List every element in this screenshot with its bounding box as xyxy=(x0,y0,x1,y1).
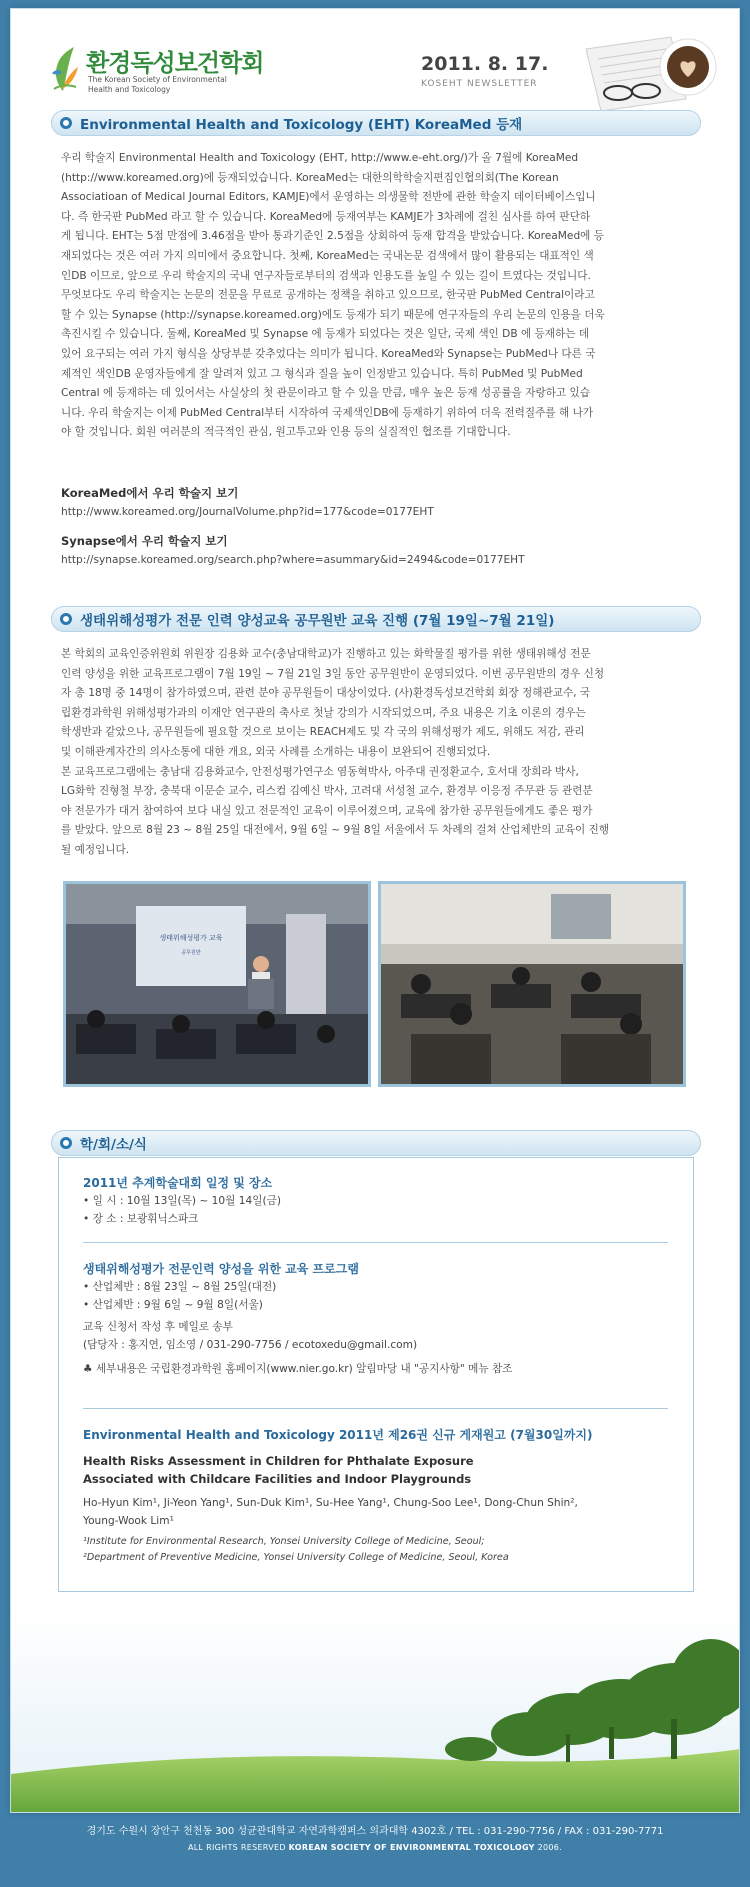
training-session-daejeon: • 산업체반 : 8월 23일 ~ 8월 25일(대전) xyxy=(83,1281,277,1293)
lecture-photo-image xyxy=(66,884,368,1084)
newsletter-header xyxy=(11,9,739,119)
copyright: ALL RIGHTS RESERVED KOREAN SOCIETY OF ENVIRONMENTAL TOXICOLOGY 2006. xyxy=(187,1843,563,1852)
section-society-news-header xyxy=(51,1130,701,1156)
section-eht-koreamed-header xyxy=(51,110,701,136)
society-address: 경기도 수원시 장안구 천천동 300 성균관대학교 자연과학캠퍼스 의과대학 4302호 / TEL : 031-290-7756 / FAX : 031-290-7771 xyxy=(86,1826,664,1837)
section-title: 생태위해성평가 전문 인력 양성교육 공무원반 교육 진행 (7월 19일~7월 21일) xyxy=(80,613,555,629)
section-bullet-icon xyxy=(60,117,72,129)
leaf-logo-icon xyxy=(46,43,80,93)
training-classroom-photo xyxy=(378,881,686,1087)
autumn-conference-heading: 2011년 추계학술대회 일정 및 장소 xyxy=(83,1176,273,1190)
new-papers-item xyxy=(83,1426,673,1566)
contact-info: (담당자 : 홍지연, 임소영 / 031-290-7756 / ecotoxedu@gmail.com) xyxy=(83,1339,418,1351)
slide-title: 생태위해성평가 교육 xyxy=(159,934,223,942)
new-papers-heading: Environmental Health and Toxicology 2011년 제26권 신규 게재원고 (7월30일까지) xyxy=(83,1428,593,1442)
newsletter-footer xyxy=(0,1823,750,1855)
koreamed-link-heading: KoreaMed에서 우리 학술지 보기 xyxy=(61,486,239,500)
paper-title[interactable]: Health Risks Assessment in Children for Phthalate Exposure Associated with Childcare Facilities and Indoor Playgrounds xyxy=(83,1454,474,1486)
autumn-conference-item xyxy=(83,1174,673,1228)
koreamed-link-block xyxy=(61,483,701,521)
training-lecture-photo xyxy=(63,881,371,1087)
section-eht-koreamed-body: 우리 학술지 Environmental Health and Toxicology (EHT, http://www.e-eht.org/)가 올 7월에 KoreaMed (http://www.koreamed.org)에 등재되었습니다. KoreaMed는 대한의학학술지편집인협의회(The Korean Associatioan of Medical Journal Editors, KAMJE)에서 운영하는 의생물학 전반에 관한 학술지 데이터베이스입니 다. 즉 한국판 PubMed 라고 할 수 있습니다. KoreaMed에 등재여부는 KAMJE가 3차례에 걸친 심사를 하여 판단하 게 됩니다. EHT는 5점 만점에 3.46점을 받아 통과기준인 2.5점을 상회하여 등재 합격을 받았습니다. KoreaMed에 등 재되었다는 것은 여러 가지 의미에서 중요합니다. 첫째, KoreaMed는 국내논문 검색에서 많이 활용되는 대표적인 색 인DB 이므로, 앞으로 우리 학술지의 국내 연구자들로부터의 검색과 인용도를 높일 수 있는 길이 트였다는 것입니다. 무엇보다도 우리 학술지는 논문의 전문을 무료로 공개하는 정책을 취하고 있으므로, 한국판 PubMed Central이라고 할 수 있는 Synapse (http://synapse.koreamed.org)에도 등재가 되기 때문에 연구자들의 우리 논문의 인용을 더욱 촉진시킬 수 있습니다. 둘째, KoreaMed 및 Synapse 에 등재가 되었다는 것은 일단, 국제 색인 DB 에 등재하는 데 있어 요구되는 여러 가지 형식을 상당부분 갖추었다는 의미가 됩니다. KoreaMed와 Synapse는 PubMed나 다른 국 제적인 색인DB 운영자들에게 잘 알려져 있고 그 형식과 질을 높이 인정받고 있습니다. 특히 PubMed 및 PubMed Central 에 등재하는 데 있어서는 사실상의 첫 관문이라고 할 수 있을 만큼, 매우 높은 등재 성공률을 자랑하고 있습 니다. 우리 학술지는 이제 PubMed Central부터 시작하여 국제색인DB에 등재하기 위하여 더욱 전력질주를 해 나가 야 할 것입니다. 회원 여러분의 적극적인 관심, 원고투고와 인용 등의 실질적인 협조를 기대합니다. xyxy=(61,152,605,439)
details-note: ♣ 세부내용은 국립환경과학원 홈페이지(www.nier.go.kr) 알림마당 내 "공지사항" 메뉴 참조 xyxy=(83,1363,513,1375)
training-program-heading: 생태위해성평가 전문인력 양성을 위한 교육 프로그램 xyxy=(83,1262,359,1276)
section-title: 학/회/소/식 xyxy=(80,1137,147,1153)
divider xyxy=(83,1242,668,1243)
training-program-item xyxy=(83,1260,673,1378)
society-english-name: The Korean Society of Environmental Health and Toxicology xyxy=(88,75,227,94)
section-bullet-icon xyxy=(60,1137,72,1149)
section-bullet-icon xyxy=(60,613,72,625)
author-affiliations: ¹Institute for Environmental Research, Yonsei University College of Medicine, Seoul; ²Department of Preventive Medicine, Yonsei University College of Medicine, Seoul, Korea xyxy=(83,1536,509,1563)
section-eco-risk-training-header xyxy=(51,606,701,632)
section-title: Environmental Health and Toxicology (EHT) KoreaMed 등재 xyxy=(80,117,523,133)
classroom-photo-image xyxy=(381,884,683,1084)
conference-venue: • 장 소 : 보광휘닉스파크 xyxy=(83,1213,199,1225)
koreamed-link[interactable]: http://www.koreamed.org/JournalVolume.php?id=177&code=0177EHT xyxy=(61,506,434,518)
society-news-box xyxy=(58,1157,694,1592)
paper-authors: Ho-Hyun Kim¹, Ji-Yeon Yang¹, Sun-Duk Kim¹, Su-Hee Yang¹, Chung-Soo Lee¹, Dong-Chun Shin², Young-Wook Lim¹ xyxy=(83,1497,578,1527)
conference-date: • 일 시 : 10월 13일(목) ~ 10월 14일(금) xyxy=(83,1195,281,1207)
synapse-link[interactable]: http://synapse.koreamed.org/search.php?where=asummary&id=2494&code=0177EHT xyxy=(61,554,525,566)
newsletter-label: KOSEHT NEWSLETTER xyxy=(421,79,538,89)
grass-and-trees-illustration-icon xyxy=(11,1609,740,1813)
synapse-link-heading: Synapse에서 우리 학술지 보기 xyxy=(61,534,228,548)
synapse-link-block xyxy=(61,531,701,569)
training-session-seoul: • 산업체반 : 9월 6일 ~ 9월 8일(서울) xyxy=(83,1299,263,1311)
society-name: 환경독성보건학회 xyxy=(86,49,264,77)
application-instruction: 교육 신청서 작성 후 메일로 송부 xyxy=(83,1321,233,1333)
newsletter-frame xyxy=(10,8,740,1813)
slide-subtitle: 공무원반 xyxy=(181,950,201,956)
issue-date: 2011. 8. 17. xyxy=(421,53,549,75)
society-logo[interactable] xyxy=(46,39,296,109)
section-eco-risk-training-body: 본 학회의 교육인증위원회 위원장 김용화 교수(충남대학교)가 진행하고 있는 화학물질 평가를 위한 생태위해성 전문 인력 양성을 위한 교육프로그램이 7월 19일 ~ 7월 21일 3일 동안 공무원반이 운영되었다. 이번 공무원반의 경우 신청 자 총 18명 중 14명이 참가하였으며, 관련 분야 공무원들이 대상이었다. (사)환경독성보건학회 회장 정해관교수, 국 립환경과학원 위해성평가과의 이재안 연구관의 축사로 첫날 강의가 시작되었으며, 주요 내용은 기초 이론의 경우는 학생반과 같았으나, 공무원들에 필요할 것으로 보이는 REACH제도 및 각 국의 위해성평가 제도, 위해도 저감, 관리 및 이해관계자간의 의사소통에 대한 개요, 외국 사례를 소개하는 내용이 보완되어 진행되었다. 본 교육프로그램에는 충남대 김용화교수, 안전성평가연구소 염동혁박사, 아주대 권정환교수, 호서대 장희라 박사, LG화학 진형철 부장, 충북대 이문순 교수, 리스컴 김예신 박사, 고려대 서성철 교수, 환경부 이응정 주무관 등 관련분 야 전문가가 대거 참여하여 보다 내실 있고 전문적인 교육이 이루어졌으며, 교육에 참가한 공무원들에게도 좋은 평가 를 받았다. 앞으로 8월 23 ~ 8월 25일 대전에서, 9월 6일 ~ 9월 8일 서울에서 두 차례의 걸쳐 산업체반의 교육이 진행 될 예정입니다. xyxy=(61,648,610,856)
coffee-newspaper-illustration-icon xyxy=(576,29,726,119)
divider xyxy=(83,1408,668,1409)
